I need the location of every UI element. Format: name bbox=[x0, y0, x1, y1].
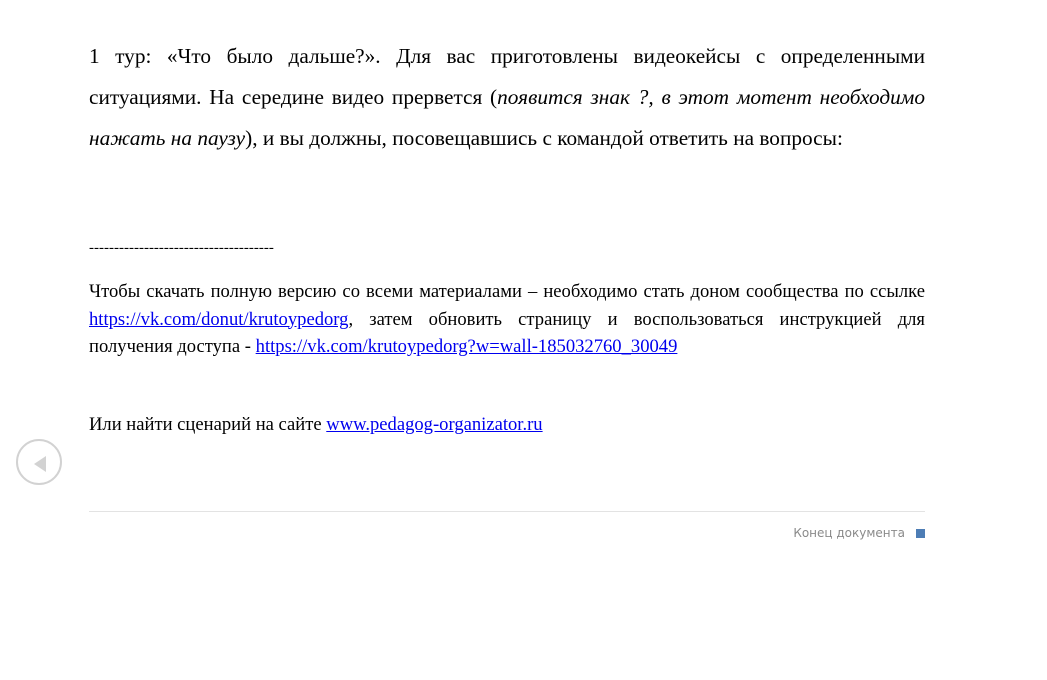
round-one-intro: 1 тур: «Что было дальше?». Для вас приготовлены видеокейсы с определенными ситуациями. На середине видео прервется ( bbox=[89, 44, 925, 109]
triangle-left-icon bbox=[18, 441, 64, 487]
donut-link[interactable]: https://vk.com/donut/krutoypedorg bbox=[89, 308, 349, 330]
download-text-2: , затем обновить страницу и воспользоваться инструкцией для получения доступа - bbox=[89, 308, 925, 357]
dash-separator: ------------------------------------- bbox=[89, 240, 274, 256]
back-button[interactable] bbox=[16, 439, 62, 485]
end-marker-square bbox=[916, 529, 925, 538]
wall-post-link[interactable]: https://vk.com/krutoypedorg?w=wall-185032760_30049 bbox=[255, 336, 678, 357]
document-body bbox=[89, 36, 925, 435]
end-of-document-label: Конец документа bbox=[793, 526, 905, 540]
download-text-1: Чтобы скачать полную версию со всеми материалами – необходимо стать доном сообщества по ссылке bbox=[89, 281, 925, 302]
round-one-outro: ), и вы должны, посовещавшись с командой ответить на вопросы: bbox=[245, 126, 843, 150]
site-link[interactable]: www.pedagog-organizator.ru bbox=[326, 414, 543, 435]
site-text: Или найти сценарий на сайте bbox=[89, 414, 327, 435]
round-one-paragraph bbox=[89, 36, 925, 159]
site-paragraph bbox=[89, 412, 543, 438]
end-of-document bbox=[793, 526, 925, 540]
round-one-italic-note: появится знак ?, в этот моmент необходимо нажать на паузу bbox=[89, 85, 925, 150]
end-divider bbox=[89, 511, 925, 512]
download-paragraph bbox=[89, 278, 925, 361]
